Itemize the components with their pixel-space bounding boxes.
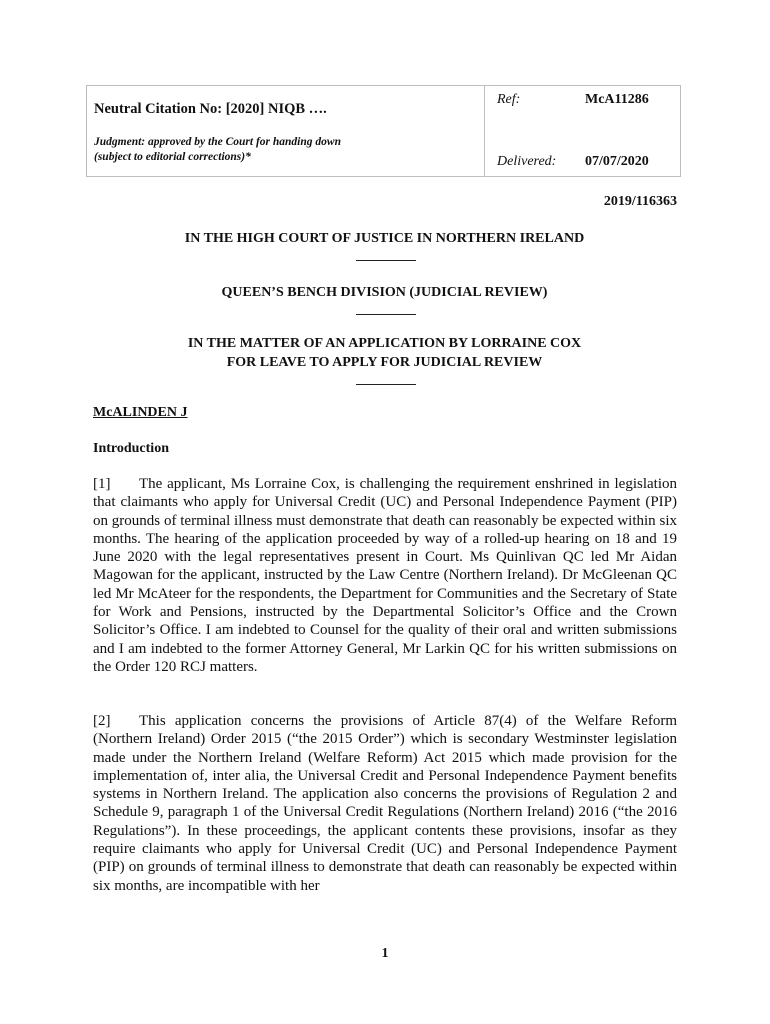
paragraph-number: [1]: [93, 476, 111, 492]
approval-note: [94, 135, 341, 165]
court-title: IN THE HIGH COURT OF JUSTICE IN NORTHERN IRELAND: [184, 231, 585, 246]
approval-line-1: Judgment: approved by the Court for handing down: [94, 136, 341, 148]
paragraph-number: [2]: [93, 713, 111, 729]
citation-header-box: [86, 85, 681, 177]
matter-title: [86, 334, 683, 372]
case-number: 2019/116363: [603, 194, 677, 209]
division-title: QUEEN’S BENCH DIVISION (JUDICIAL REVIEW): [221, 285, 548, 300]
ref-value: McA11286: [585, 92, 649, 107]
ref-label: Ref:: [497, 92, 521, 107]
separator-rule: [356, 260, 416, 261]
page-number: 1: [381, 946, 389, 961]
delivered-label: Delivered:: [497, 154, 557, 169]
paragraph-text: The applicant, Ms Lorraine Cox, is challenging the requirement enshrined in legislation that claimants who apply for Universal Credit (UC) and Personal Independence Payment (PIP) on grounds of terminal illness must demonstrate that death can reasonably be expected within six months. The hearing of the application proceeded by way of a rolled-up hearing on 18 and 19 June 2020 with the legal representatives present in Court. Ms Quinlivan QC led Mr Aidan Magowan for the applicant, instructed by the Law Centre (Northern Ireland). Dr McGleenan QC led Mr McAteer for the respondents, the Department for Communities and the Secretary of State for Work and Pensions, instructed by the Departmental Solicitor’s Office and the Crown Solicitor’s Office. I am indebted to Counsel for the quality of their oral and written submissions and I am indebted to the former Attorney General, Mr Larkin QC for his written submissions on the Order 120 RCJ matters.: [93, 476, 677, 675]
delivered-value: 07/07/2020: [585, 154, 649, 169]
paragraph: [93, 475, 677, 676]
matter-line-1: IN THE MATTER OF AN APPLICATION BY LORRAINE COX: [187, 336, 582, 351]
separator-rule: [356, 314, 416, 315]
approval-line-2: (subject to editorial corrections)*: [94, 151, 251, 163]
paragraph: [93, 712, 677, 895]
separator-rule: [356, 384, 416, 385]
judge-name: McALINDEN J: [93, 405, 188, 420]
paragraph-text: This application concerns the provisions of Article 87(4) of the Welfare Reform (Northern Ireland) Order 2015 (“the 2015 Order”) which is secondary Westminster legislation made under the Northern Ireland (Welfare Reform) Act 2015 which made provision for the implementation of, inter alia, the Universal Credit and Personal Independence Payment benefits systems in Northern Ireland. The application also concerns the provisions of Regulation 2 and Schedule 9, paragraph 1 of the Universal Credit Regulations (Northern Ireland) 2016 (“the 2016 Regulations”). In these proceedings, the applicant contents these provisions, insofar as they require claimants who apply for Universal Credit (UC) and Personal Independence Payment (PIP) on grounds of terminal illness to demonstrate that death can reasonably be expected within six months, are incompatible with her: [93, 713, 677, 894]
neutral-citation: Neutral Citation No: [2020] NIQB ….: [94, 101, 327, 117]
header-divider: [484, 86, 485, 176]
matter-line-2: FOR LEAVE TO APPLY FOR JUDICIAL REVIEW: [226, 355, 543, 370]
section-heading: Introduction: [93, 441, 169, 456]
